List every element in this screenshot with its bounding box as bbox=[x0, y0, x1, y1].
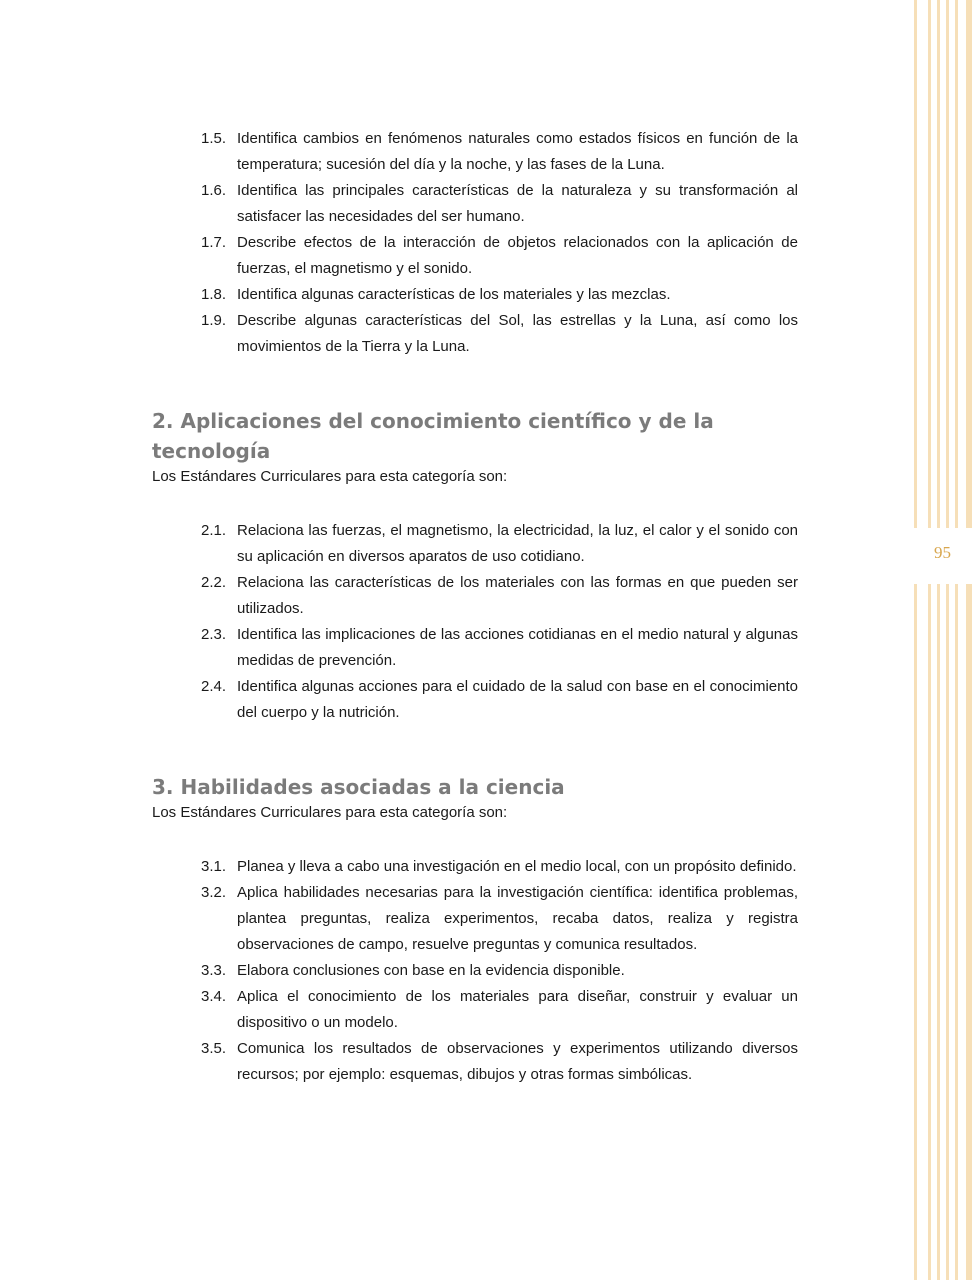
stripe bbox=[928, 0, 931, 1280]
item-text: Identifica las implicaciones de las acciones cotidianas en el medio natural y algunas medidas de prevención. bbox=[237, 626, 798, 669]
list-item bbox=[152, 308, 798, 360]
decorative-side-stripes bbox=[914, 0, 972, 1280]
list-item bbox=[152, 518, 798, 570]
item-text: Aplica habilidades necesarias para la investigación científica: identifica problemas, plantea preguntas, realiza experimentos, recaba datos, realiza y registra observaciones de campo, resuelve preguntas y comunica resultados. bbox=[237, 884, 798, 953]
page-content bbox=[152, 126, 798, 1088]
item-text: Aplica el conocimiento de los materiales para diseñar, construir y evaluar un dispositivo o un modelo. bbox=[237, 988, 798, 1031]
section-3-title: 3. Habilidades asociadas a la ciencia bbox=[152, 775, 565, 799]
item-number: 3.3. bbox=[201, 962, 227, 979]
item-number: 1.7. bbox=[201, 234, 227, 251]
stripe bbox=[914, 0, 917, 1280]
list-item bbox=[152, 126, 798, 178]
item-number: 1.5. bbox=[201, 130, 227, 147]
list-item bbox=[152, 984, 798, 1036]
item-number: 2.1. bbox=[201, 522, 227, 539]
section-2-title: 2. Aplicaciones del conocimiento científico y de la tecnología bbox=[152, 409, 714, 463]
item-text: Identifica cambios en fenómenos naturales como estados físicos en función de la temperatura; sucesión del día y la noche, y las fases de la Luna. bbox=[237, 130, 798, 173]
list-item bbox=[152, 178, 798, 230]
section-3-list bbox=[152, 854, 798, 1088]
item-number: 3.4. bbox=[201, 988, 227, 1005]
item-number: 1.8. bbox=[201, 286, 227, 303]
item-number: 2.3. bbox=[201, 626, 227, 643]
stripe bbox=[955, 0, 958, 1280]
item-text: Planea y lleva a cabo una investigación en el medio local, con un propósito definido. bbox=[237, 858, 797, 875]
stripe bbox=[946, 0, 949, 1280]
list-item bbox=[152, 622, 798, 674]
item-number: 2.2. bbox=[201, 574, 227, 591]
item-number: 3.2. bbox=[201, 884, 227, 901]
item-text: Relaciona las fuerzas, el magnetismo, la electricidad, la luz, el calor y el sonido con su aplicación en diversos aparatos de uso cotidiano. bbox=[237, 522, 798, 565]
section-3-intro: Los Estándares Curriculares para esta categoría son: bbox=[152, 804, 508, 821]
item-number: 3.5. bbox=[201, 1040, 227, 1057]
section-2-list bbox=[152, 518, 798, 726]
list-item bbox=[152, 880, 798, 958]
item-text: Describe algunas características del Sol, las estrellas y la Luna, así como los movimientos de la Tierra y la Luna. bbox=[237, 312, 798, 355]
item-text: Describe efectos de la interacción de objetos relacionados con la aplicación de fuerzas, el magnetismo y el sonido. bbox=[237, 234, 798, 277]
list-item bbox=[152, 282, 798, 308]
section-3 bbox=[152, 772, 798, 1088]
item-number: 1.9. bbox=[201, 312, 227, 329]
list-item bbox=[152, 674, 798, 726]
item-text: Identifica algunas características de los materiales y las mezclas. bbox=[237, 286, 671, 303]
list-item bbox=[152, 230, 798, 282]
stripe bbox=[937, 0, 940, 1280]
item-text: Identifica algunas acciones para el cuidado de la salud con base en el conocimiento del cuerpo y la nutrición. bbox=[237, 678, 798, 721]
item-number: 1.6. bbox=[201, 182, 227, 199]
section-2-intro: Los Estándares Curriculares para esta categoría son: bbox=[152, 468, 508, 485]
item-text: Elabora conclusiones con base en la evidencia disponible. bbox=[237, 962, 625, 979]
item-text: Identifica las principales características de la naturaleza y su transformación al satisfacer las necesidades del ser humano. bbox=[237, 182, 798, 225]
section-2 bbox=[152, 406, 798, 726]
page-number: 95 bbox=[934, 543, 951, 562]
list-item bbox=[152, 1036, 798, 1088]
list-item bbox=[152, 958, 798, 984]
section-1-list bbox=[152, 126, 798, 360]
item-text: Relaciona las características de los materiales con las formas en que pueden ser utilizados. bbox=[237, 574, 798, 617]
item-number: 2.4. bbox=[201, 678, 227, 695]
item-text: Comunica los resultados de observaciones y experimentos utilizando diversos recursos; por ejemplo: esquemas, dibujos y otras formas simbólicas. bbox=[237, 1040, 798, 1083]
list-item bbox=[152, 854, 798, 880]
stripe bbox=[966, 0, 972, 1280]
list-item bbox=[152, 570, 798, 622]
item-number: 3.1. bbox=[201, 858, 227, 875]
